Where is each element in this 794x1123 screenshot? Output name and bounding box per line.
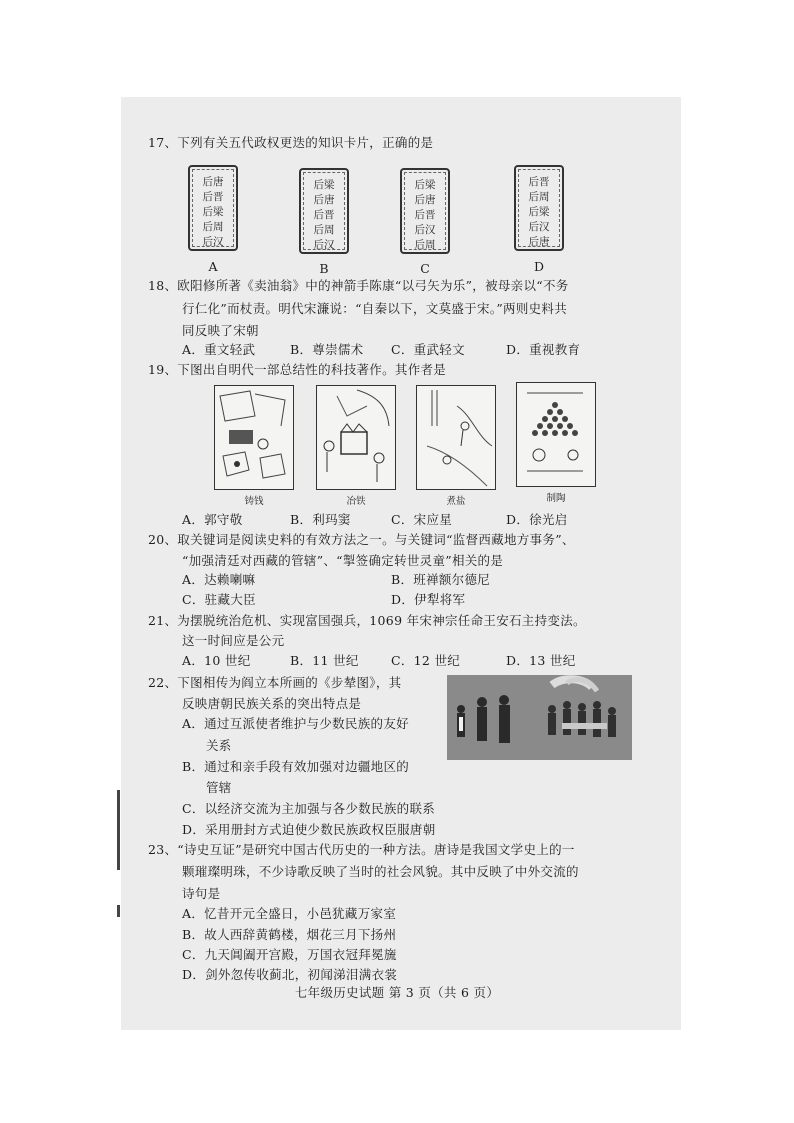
- caption-pottery-making: 制陶: [546, 493, 566, 504]
- q22-option-d: D．采用册封方式迫使少数民族政权臣服唐朝: [182, 822, 436, 837]
- q21-option-a: A．10 世纪: [182, 653, 251, 668]
- q17-card-a: 后唐 后晋 后梁 后周 后汉: [188, 165, 238, 251]
- q17-label-c: C: [420, 261, 430, 276]
- q17-stem: 17、下列有关五代政权更迭的知识卡片，正确的是: [148, 135, 434, 150]
- q20-option-c: C．驻藏大臣: [182, 592, 256, 607]
- q19-option-a: A．郭守敬: [182, 512, 243, 527]
- q19-stem: 19、下图出自明代一部总结性的科技著作。其作者是: [148, 362, 447, 377]
- q19-option-b: B．利玛窦: [290, 512, 351, 527]
- q17-card-d: 后晋 后周 后梁 后汉 后唐: [514, 165, 564, 251]
- scan-edge-mark: [117, 905, 120, 917]
- q17-label-b: B: [319, 261, 329, 276]
- q21-option-c: C．12 世纪: [391, 653, 461, 668]
- caption-casting-coins: 铸钱: [244, 496, 264, 507]
- q17-label-d: D: [533, 259, 545, 274]
- q22-option-b: B．通过和亲手段有效加强对边疆地区的: [182, 759, 410, 774]
- page-footer: 七年级历史试题 第 3 页（共 6 页）: [294, 985, 500, 1000]
- boiling-salt-illustration: [416, 385, 496, 490]
- q23-line: 23、“诗史互证”是研究中国古代历史的一种方法。唐诗是我国文学史上的一: [148, 842, 575, 857]
- q18-line: 行仁化”而杖责。明代宋濂说：“自秦以下，文莫盛于宋。”两则史料共: [182, 301, 568, 316]
- q21-line: 21、为摆脱统治危机、实现富国强兵，1069 年宋神宗任命王安石主持变法。: [148, 613, 586, 628]
- q21-option-d: D．13 世纪: [506, 653, 576, 668]
- q20-line: “加强清廷对西藏的管辖”、“掣签确定转世灵童”相关的是: [182, 553, 504, 568]
- q22-option-b-cont: 管辖: [206, 780, 232, 795]
- q21-option-b: B．11 世纪: [290, 653, 359, 668]
- q17-card-b: 后梁 后唐 后晋 后周 后汉: [299, 168, 349, 254]
- casting-coins-illustration: [214, 385, 294, 490]
- q20-line: 20、取关键词是阅读史料的有效方法之一。与关键词“监督西藏地方事务”、: [148, 532, 575, 547]
- q23-option-d: D．剑外忽传收蓟北，初闻涕泪满衣裳: [182, 967, 398, 982]
- q23-line: 颗璀璨明珠，不少诗歌反映了当时的社会风貌。其中反映了中外交流的: [182, 864, 579, 879]
- q20-option-d: D．伊犁将军: [391, 592, 466, 607]
- iron-smelting-illustration: [316, 385, 396, 490]
- q22-option-a-cont: 关系: [206, 738, 232, 753]
- bunian-painting-image: [447, 675, 632, 760]
- q22-option-a: A．通过互派使者维护与少数民族的友好: [182, 716, 409, 731]
- q20-option-b: B．班禅额尔德尼: [391, 572, 491, 587]
- caption-boiling-salt: 煮盐: [446, 496, 466, 507]
- q17-label-a: A: [208, 259, 218, 274]
- q18-option-c: C．重武轻文: [391, 342, 465, 357]
- q18-option-b: B．尊崇儒术: [290, 342, 364, 357]
- caption-iron-smelting: 冶铁: [346, 496, 366, 507]
- q20-option-a: A．达赖喇嘛: [182, 572, 256, 587]
- q23-option-c: C．九天阊阖开宫殿，万国衣冠拜冕旒: [182, 947, 397, 962]
- q18-option-a: A．重文轻武: [182, 342, 256, 357]
- q22-line: 反映唐朝民族关系的突出特点是: [182, 696, 362, 711]
- pottery-making-illustration: [516, 382, 596, 487]
- q18-line: 同反映了宋朝: [182, 323, 259, 338]
- q23-option-b: B．故人西辞黄鹤楼，烟花三月下扬州: [182, 927, 397, 942]
- q23-line: 诗句是: [182, 886, 221, 901]
- q18-line: 18、欧阳修所著《卖油翁》中的神箭手陈康“以弓矢为乐”，被母亲以“不务: [148, 278, 569, 293]
- q21-line: 这一时间应是公元: [182, 633, 285, 648]
- scan-edge-mark: [117, 790, 120, 870]
- q23-option-a: A．忆昔开元全盛日，小邑犹藏万家室: [182, 906, 397, 921]
- q19-option-d: D．徐光启: [506, 512, 568, 527]
- q22-line: 22、下图相传为阎立本所画的《步辇图》，其: [148, 675, 402, 690]
- q18-option-d: D．重视教育: [506, 342, 581, 357]
- q22-option-c: C．以经济交流为主加强与各少数民族的联系: [182, 801, 436, 816]
- q19-option-c: C．宋应星: [391, 512, 453, 527]
- q17-card-c: 后梁 后唐 后晋 后汉 后周: [400, 168, 450, 254]
